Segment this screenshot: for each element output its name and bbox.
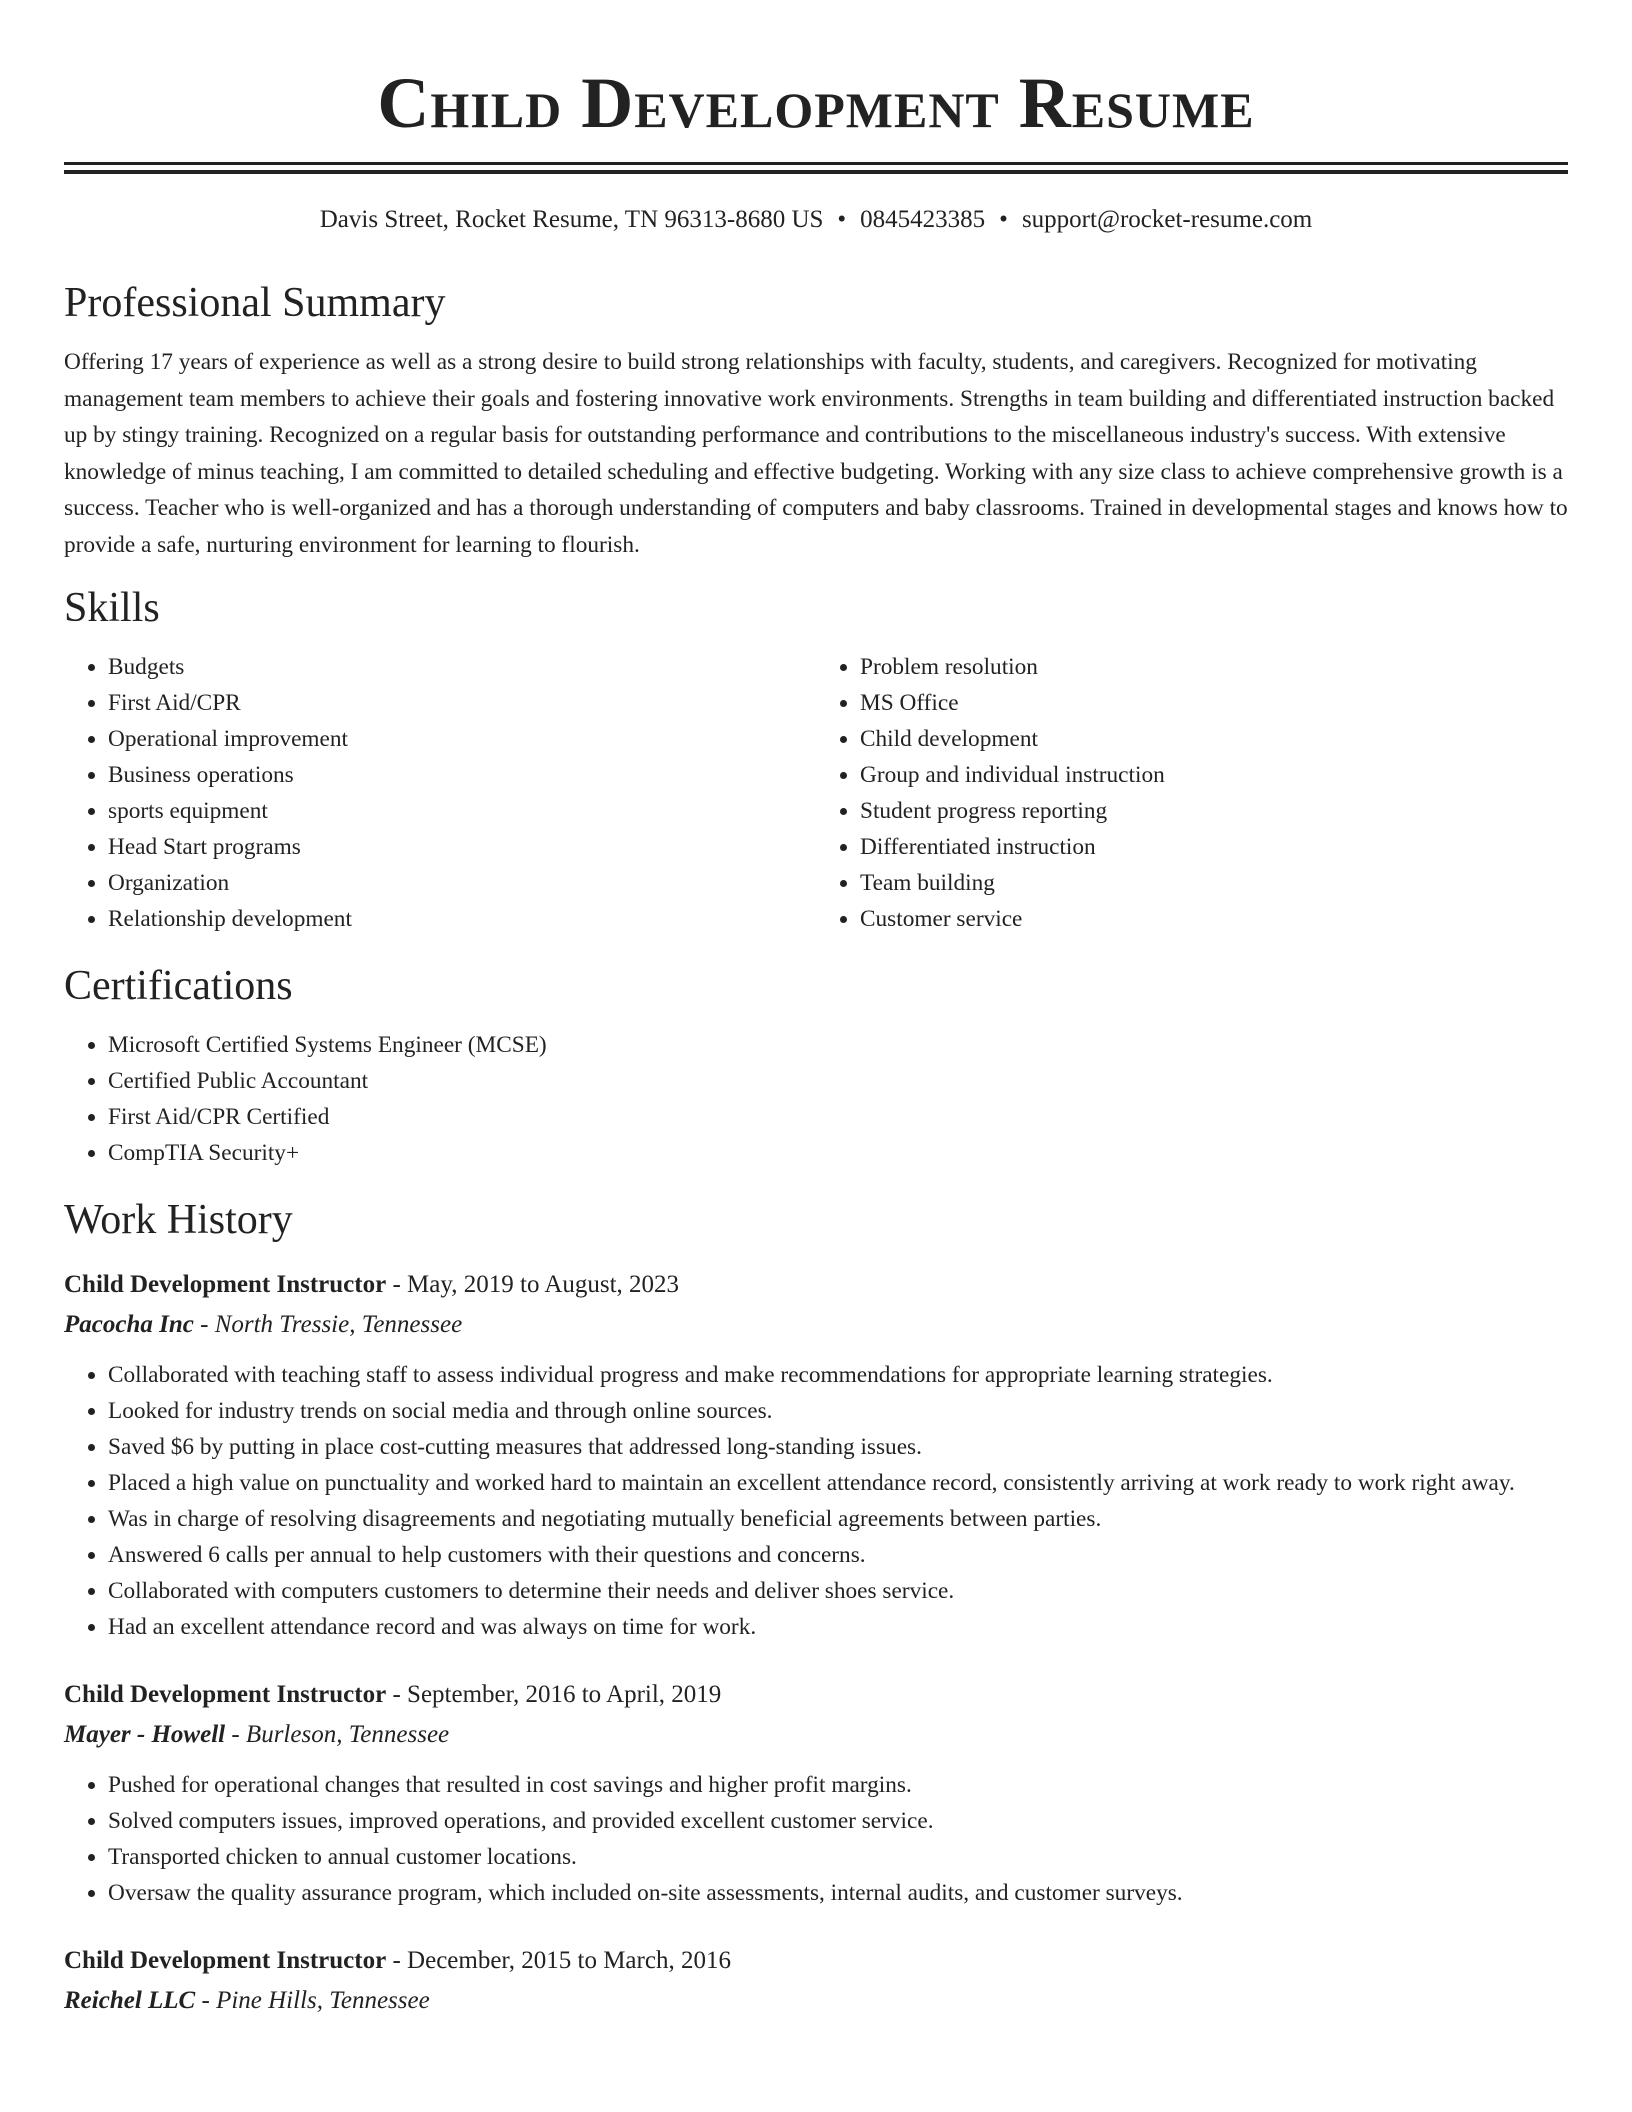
summary-text: Offering 17 years of experience as well as a strong desire to build strong relationships with faculty, students, and caregivers. Recognized for motivating management team members to achieve their goals and fostering innovative work environments. Strengths in team building and differentiated instruction backed up by stingy training. Recognized on a regular basis for outstanding performance and contributions to the miscellaneous industry's success. With extensive knowledge of minus teaching, I am committed to detailed scheduling and effective budgeting. Working with any size class to achieve comprehensive growth is a success. Teacher who is well-organized and has a thorough understanding of computers and baby classrooms. Trained in developmental stages and knows how to provide a safe, nurturing environment for learning to flourish.	[64, 349, 1568, 558]
job-dash: -	[195, 1987, 217, 2014]
section-title-work-history: Work History	[64, 1197, 293, 1243]
job-role: Child Development Instructor	[64, 1681, 387, 1708]
job-bullets	[64, 1357, 1568, 1645]
job-dates: September, 2016 to April, 2019	[407, 1681, 722, 1708]
skill-item: • Differentiated instruction	[860, 829, 1568, 865]
contact-separator: •	[837, 206, 847, 233]
contact-line	[64, 204, 1568, 236]
skills-list-left	[64, 649, 816, 937]
job-entry	[64, 1941, 1568, 2021]
job-bullet: • Placed a high value on punctuality and worked hard to maintain an excellent attendance record, consistently arriving at work ready to work right away.	[108, 1465, 1568, 1501]
contact-address: Davis Street, Rocket Resume, TN 96313-8680 US	[319, 206, 824, 233]
job-dates: December, 2015 to March, 2016	[407, 1947, 731, 1974]
job-header	[64, 1675, 1568, 1715]
skill-item: • Budgets	[108, 649, 816, 685]
job-bullet: • Saved $6 by putting in place cost-cutting measures that addressed long-standing issues.	[108, 1429, 1568, 1465]
skill-item: • Team building	[860, 865, 1568, 901]
job-location: North Tressie, Tennessee	[214, 1311, 463, 1338]
skill-item: • Operational improvement	[108, 721, 816, 757]
job-company: Pacocha Inc	[64, 1311, 194, 1338]
job-bullet: • Answered 6 calls per annual to help customers with their questions and concerns.	[108, 1537, 1568, 1573]
job-role: Child Development Instructor	[64, 1271, 387, 1298]
job-location: Burleson, Tennessee	[245, 1721, 450, 1748]
job-entry	[64, 1675, 1568, 1911]
job-entry	[64, 1265, 1568, 1645]
skill-item: • MS Office	[860, 685, 1568, 721]
job-bullet: • Collaborated with teaching staff to assess individual progress and make recommendations for appropriate learning strategies.	[108, 1357, 1568, 1393]
job-role: Child Development Instructor	[64, 1947, 387, 1974]
job-bullet: • Solved computers issues, improved operations, and provided excellent customer service.	[108, 1803, 1568, 1839]
job-dash: -	[225, 1721, 246, 1748]
skill-item: • Child development	[860, 721, 1568, 757]
job-bullets	[64, 1767, 1568, 1911]
skills-list-right	[816, 649, 1568, 937]
skill-item: • Student progress reporting	[860, 793, 1568, 829]
certification-item: • Certified Public Accountant	[108, 1063, 1568, 1099]
job-header	[64, 1265, 1568, 1305]
job-dash: -	[386, 1681, 408, 1708]
job-bullet: • Was in charge of resolving disagreements and negotiating mutually beneficial agreements between parties.	[108, 1501, 1568, 1537]
job-dash: -	[193, 1311, 215, 1338]
certifications-list	[64, 1027, 1568, 1171]
skill-item: • Problem resolution	[860, 649, 1568, 685]
title-divider	[64, 162, 1568, 174]
job-employer	[64, 1715, 1568, 1755]
section-title-certifications: Certifications	[64, 963, 293, 1009]
contact-email[interactable]: support@rocket-resume.com	[1021, 206, 1313, 233]
job-bullet: • Looked for industry trends on social media and through online sources.	[108, 1393, 1568, 1429]
job-bullet: • Pushed for operational changes that resulted in cost savings and higher profit margins.	[108, 1767, 1568, 1803]
certification-item: • First Aid/CPR Certified	[108, 1099, 1568, 1135]
job-employer	[64, 1305, 1568, 1345]
job-dash: -	[386, 1947, 408, 1974]
job-employer	[64, 1981, 1568, 2021]
job-bullet: • Had an excellent attendance record and was always on time for work.	[108, 1609, 1568, 1645]
resume-title: Child Development Resume	[377, 63, 1255, 143]
skill-item: • Relationship development	[108, 901, 816, 937]
job-location: Pine Hills, Tennessee	[216, 1987, 430, 2014]
section-title-summary: Professional Summary	[64, 280, 446, 326]
skills-columns	[64, 649, 1568, 937]
contact-separator: •	[999, 206, 1008, 233]
job-header	[64, 1941, 1568, 1981]
job-dash: -	[386, 1271, 408, 1298]
job-bullet: • Collaborated with computers customers to determine their needs and deliver shoes service.	[108, 1573, 1568, 1609]
skill-item: • Customer service	[860, 901, 1568, 937]
section-title-skills: Skills	[64, 585, 160, 631]
skill-item: • Business operations	[108, 757, 816, 793]
certification-item: • Microsoft Certified Systems Engineer (MCSE)	[108, 1027, 1568, 1063]
job-company: Reichel LLC	[64, 1987, 196, 2014]
resume-page	[64, 0, 1568, 2021]
job-company: Mayer - Howell	[64, 1721, 226, 1748]
job-bullet: • Oversaw the quality assurance program, which included on-site assessments, internal audits, and customer surveys.	[108, 1875, 1568, 1911]
certification-item: • CompTIA Security+	[108, 1135, 1568, 1171]
skill-item: • Head Start programs	[108, 829, 816, 865]
skill-item: • Organization	[108, 865, 816, 901]
job-bullet: • Transported chicken to annual customer locations.	[108, 1839, 1568, 1875]
skill-item: • sports equipment	[108, 793, 816, 829]
contact-phone: 0845423385	[860, 206, 986, 233]
skill-item: • First Aid/CPR	[108, 685, 816, 721]
job-dates: May, 2019 to August, 2023	[407, 1271, 680, 1298]
skill-item: • Group and individual instruction	[860, 757, 1568, 793]
